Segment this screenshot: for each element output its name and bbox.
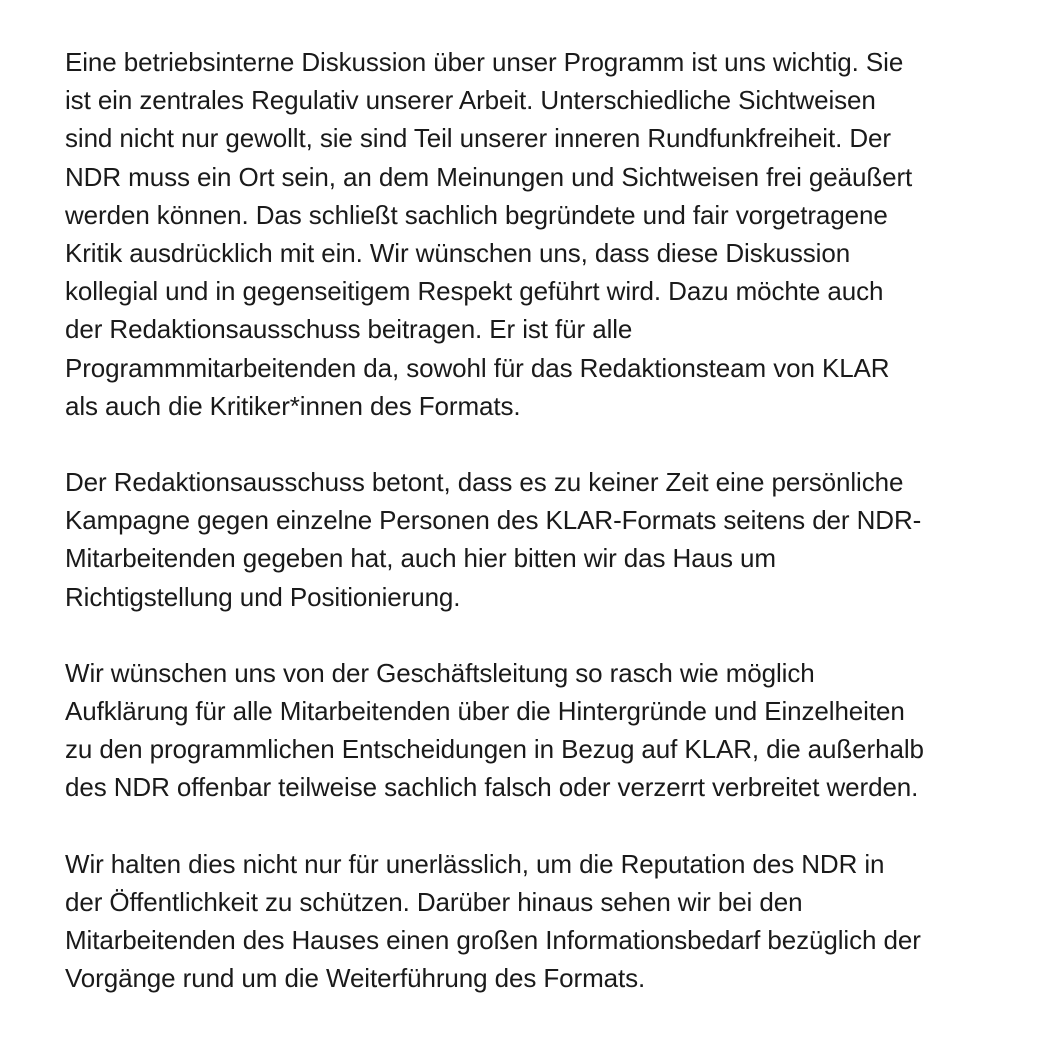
- paragraph-2: [65, 463, 1015, 616]
- document-body: [65, 43, 1015, 1035]
- text-line: als auch die Kritiker*innen des Formats.: [65, 390, 521, 421]
- text-line: Mitarbeitenden des Hauses einen großen Informationsbedarf bezüglich der: [65, 925, 921, 956]
- text-line: Vorgänge rund um die Weiterführung des Formats.: [65, 963, 646, 994]
- paragraph-1: [65, 43, 1015, 425]
- text-line: zu den programmlichen Entscheidungen in Bezug auf KLAR, die außerhalb: [65, 734, 924, 765]
- text-line: NDR muss ein Ort sein, an dem Meinungen und Sichtweisen frei geäußert: [65, 161, 913, 192]
- text-line: Kampagne gegen einzelne Personen des KLAR-Formats seitens der NDR-: [65, 505, 922, 536]
- text-line: Richtigstellung und Positionierung.: [65, 581, 461, 612]
- text-line: der Redaktionsausschuss beitragen. Er ist für alle: [65, 314, 633, 345]
- text-line: sind nicht nur gewollt, sie sind Teil unserer inneren Rundfunkfreiheit. Der: [65, 123, 891, 154]
- text-line: Wir halten dies nicht nur für unerlässlich, um die Reputation des NDR in: [65, 848, 885, 879]
- text-line: der Öffentlichkeit zu schützen. Darüber hinaus sehen wir bei den: [65, 886, 803, 917]
- text-line: Programmmitarbeitenden da, sowohl für das Redaktionsteam von KLAR: [65, 352, 890, 383]
- paragraph-3: [65, 654, 1015, 807]
- text-line: des NDR offenbar teilweise sachlich falsch oder verzerrt verbreitet werden.: [65, 772, 919, 803]
- text-line: kollegial und in gegenseitigem Respekt geführt wird. Dazu möchte auch: [65, 276, 884, 307]
- text-line: Mitarbeitenden gegeben hat, auch hier bitten wir das Haus um: [65, 543, 776, 574]
- text-line: Der Redaktionsausschuss betont, dass es zu keiner Zeit eine persönliche: [65, 467, 904, 498]
- text-line: ist ein zentrales Regulativ unserer Arbeit. Unterschiedliche Sichtweisen: [65, 85, 876, 116]
- text-line: Aufklärung für alle Mitarbeitenden über die Hintergründe und Einzelheiten: [65, 696, 905, 727]
- paragraph-4: [65, 845, 1015, 998]
- text-line: Kritik ausdrücklich mit ein. Wir wünschen uns, dass diese Diskussion: [65, 238, 851, 269]
- text-line: Wir wünschen uns von der Geschäftsleitung so rasch wie möglich: [65, 657, 815, 688]
- text-line: werden können. Das schließt sachlich begründete und fair vorgetragene: [65, 199, 888, 230]
- text-line: Eine betriebsinterne Diskussion über unser Programm ist uns wichtig. Sie: [65, 47, 904, 77]
